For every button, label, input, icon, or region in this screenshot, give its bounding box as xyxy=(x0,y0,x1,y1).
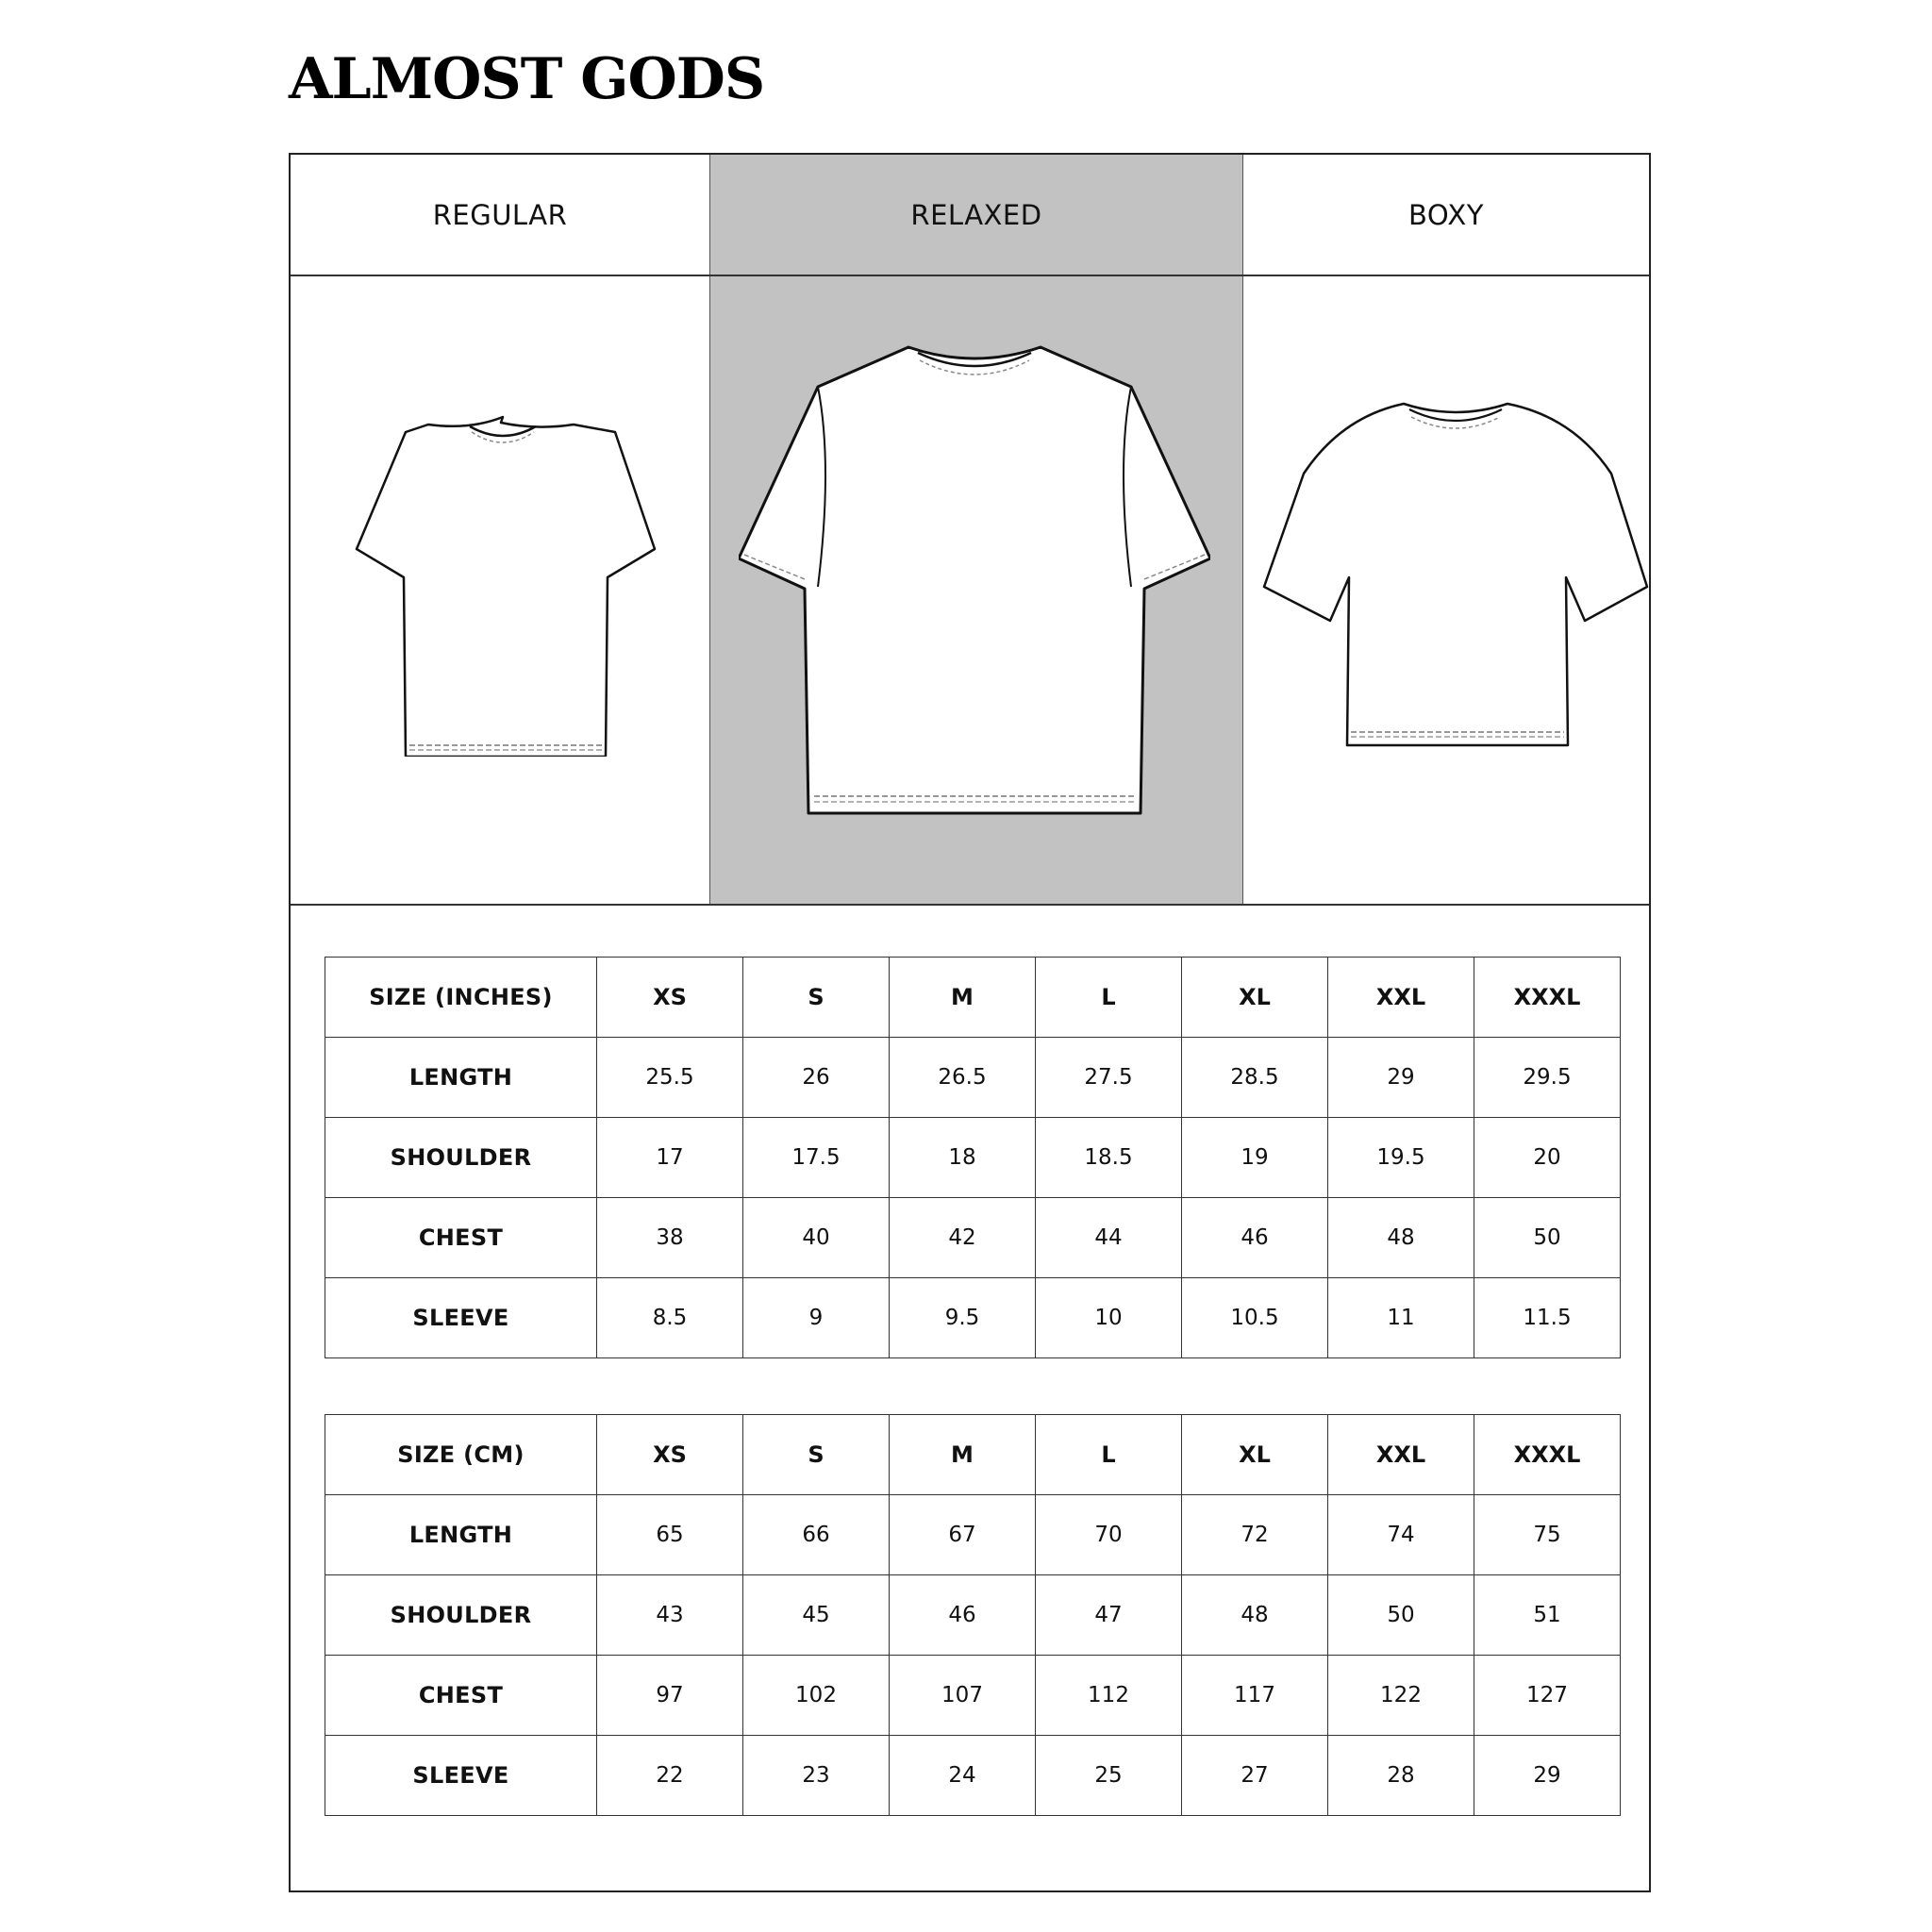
table-cell: 48 xyxy=(1328,1198,1474,1278)
size-header-cell: S xyxy=(743,1415,890,1495)
table-cell: 102 xyxy=(743,1656,890,1736)
size-header-cell: M xyxy=(890,958,1036,1038)
table-cell: 10.5 xyxy=(1182,1278,1328,1358)
column-divider xyxy=(1242,155,1243,906)
table-cell: 42 xyxy=(890,1198,1036,1278)
size-guide-frame xyxy=(289,153,1651,1892)
size-header-cell: XXL xyxy=(1328,958,1474,1038)
size-header-cell: S xyxy=(743,958,890,1038)
table-cell: 117 xyxy=(1182,1656,1328,1736)
table-cell: 19 xyxy=(1182,1118,1328,1198)
table-cell: 27.5 xyxy=(1036,1038,1182,1118)
table-cell: 8.5 xyxy=(597,1278,743,1358)
size-header-cell: M xyxy=(890,1415,1036,1495)
column-divider xyxy=(709,155,710,906)
table-cell: 67 xyxy=(890,1495,1036,1575)
row-label: CHEST xyxy=(325,1198,597,1278)
table-row xyxy=(325,1198,1621,1278)
size-header-cell: XL xyxy=(1182,958,1328,1038)
size-header-cell: L xyxy=(1036,1415,1182,1495)
table-row xyxy=(325,1038,1621,1118)
table-cell: 51 xyxy=(1474,1575,1621,1656)
table-row xyxy=(325,1495,1621,1575)
fit-panel-relaxed xyxy=(710,275,1242,906)
fit-label-relaxed: RELAXED xyxy=(710,155,1242,275)
table-cell: 27 xyxy=(1182,1736,1328,1816)
table-cell: 28 xyxy=(1328,1736,1474,1816)
table-row xyxy=(325,1118,1621,1198)
table-cell: 65 xyxy=(597,1495,743,1575)
table-cell: 40 xyxy=(743,1198,890,1278)
table-header-row xyxy=(325,1415,1621,1495)
section-divider xyxy=(291,904,1649,906)
table-cell: 23 xyxy=(743,1736,890,1816)
table-row xyxy=(325,1278,1621,1358)
table-cell: 47 xyxy=(1036,1575,1182,1656)
table-cell: 25.5 xyxy=(597,1038,743,1118)
table-cell: 19.5 xyxy=(1328,1118,1474,1198)
table-cell: 11.5 xyxy=(1474,1278,1621,1358)
row-label: LENGTH xyxy=(325,1038,597,1118)
size-table-inches xyxy=(325,957,1621,1358)
table-cell: 46 xyxy=(1182,1198,1328,1278)
table-cell: 17 xyxy=(597,1118,743,1198)
table-cell: 74 xyxy=(1328,1495,1474,1575)
row-label: SLEEVE xyxy=(325,1278,597,1358)
row-label: SHOULDER xyxy=(325,1575,597,1656)
table-cell: 18 xyxy=(890,1118,1036,1198)
size-header-cell: XL xyxy=(1182,1415,1328,1495)
table-cell: 20 xyxy=(1474,1118,1621,1198)
table-cell: 50 xyxy=(1328,1575,1474,1656)
table-cell: 43 xyxy=(597,1575,743,1656)
table-cell: 17.5 xyxy=(743,1118,890,1198)
table-cell: 26.5 xyxy=(890,1038,1036,1118)
size-header-cell: L xyxy=(1036,958,1182,1038)
size-header-cell: XS xyxy=(597,958,743,1038)
row-label: CHEST xyxy=(325,1656,597,1736)
table-cell: 70 xyxy=(1036,1495,1182,1575)
fit-label-boxy: BOXY xyxy=(1408,199,1484,231)
table-cell: 29.5 xyxy=(1474,1038,1621,1118)
table-cell: 50 xyxy=(1474,1198,1621,1278)
row-label: SHOULDER xyxy=(325,1118,597,1198)
table-header-row xyxy=(325,958,1621,1038)
table-cell: 45 xyxy=(743,1575,890,1656)
table-cell: 29 xyxy=(1328,1038,1474,1118)
table-cell: 72 xyxy=(1182,1495,1328,1575)
table-cell: 122 xyxy=(1328,1656,1474,1736)
table-cell: 26 xyxy=(743,1038,890,1118)
table-cell: 38 xyxy=(597,1198,743,1278)
table-cell: 18.5 xyxy=(1036,1118,1182,1198)
table-cell: 24 xyxy=(890,1736,1036,1816)
fit-panel-regular xyxy=(291,275,709,906)
table-cell: 112 xyxy=(1036,1656,1182,1736)
regular-tshirt-icon xyxy=(328,398,677,757)
fit-label-regular: REGULAR xyxy=(432,199,568,231)
table-cell: 107 xyxy=(890,1656,1036,1736)
table-cell: 9.5 xyxy=(890,1278,1036,1358)
size-header-cell: XXXL xyxy=(1474,958,1621,1038)
brand-logo: ALMOST GODS xyxy=(289,46,765,112)
table-cell: 22 xyxy=(597,1736,743,1816)
table-cell: 10 xyxy=(1036,1278,1182,1358)
table-row xyxy=(325,1736,1621,1816)
size-header-cell: XXL xyxy=(1328,1415,1474,1495)
header-divider xyxy=(291,275,1649,276)
table-cell: 127 xyxy=(1474,1656,1621,1736)
table-cell: 25 xyxy=(1036,1736,1182,1816)
table-cell: 75 xyxy=(1474,1495,1621,1575)
size-header-cell: XXXL xyxy=(1474,1415,1621,1495)
boxy-tshirt-icon xyxy=(1262,398,1649,757)
size-header-cell: XS xyxy=(597,1415,743,1495)
table-cell: 29 xyxy=(1474,1736,1621,1816)
table-cell: 46 xyxy=(890,1575,1036,1656)
table-cell: 11 xyxy=(1328,1278,1474,1358)
table-header-cell: SIZE (CM) xyxy=(325,1415,597,1495)
row-label: SLEEVE xyxy=(325,1736,597,1816)
table-cell: 48 xyxy=(1182,1575,1328,1656)
size-table-cm xyxy=(325,1414,1621,1816)
table-row xyxy=(325,1575,1621,1656)
table-cell: 28.5 xyxy=(1182,1038,1328,1118)
row-label: LENGTH xyxy=(325,1495,597,1575)
table-cell: 97 xyxy=(597,1656,743,1736)
table-cell: 9 xyxy=(743,1278,890,1358)
table-cell: 66 xyxy=(743,1495,890,1575)
fit-panel-boxy xyxy=(1243,275,1649,906)
relaxed-tshirt-icon xyxy=(739,341,1210,823)
table-row xyxy=(325,1656,1621,1736)
table-cell: 44 xyxy=(1036,1198,1182,1278)
table-header-cell: SIZE (INCHES) xyxy=(325,958,597,1038)
